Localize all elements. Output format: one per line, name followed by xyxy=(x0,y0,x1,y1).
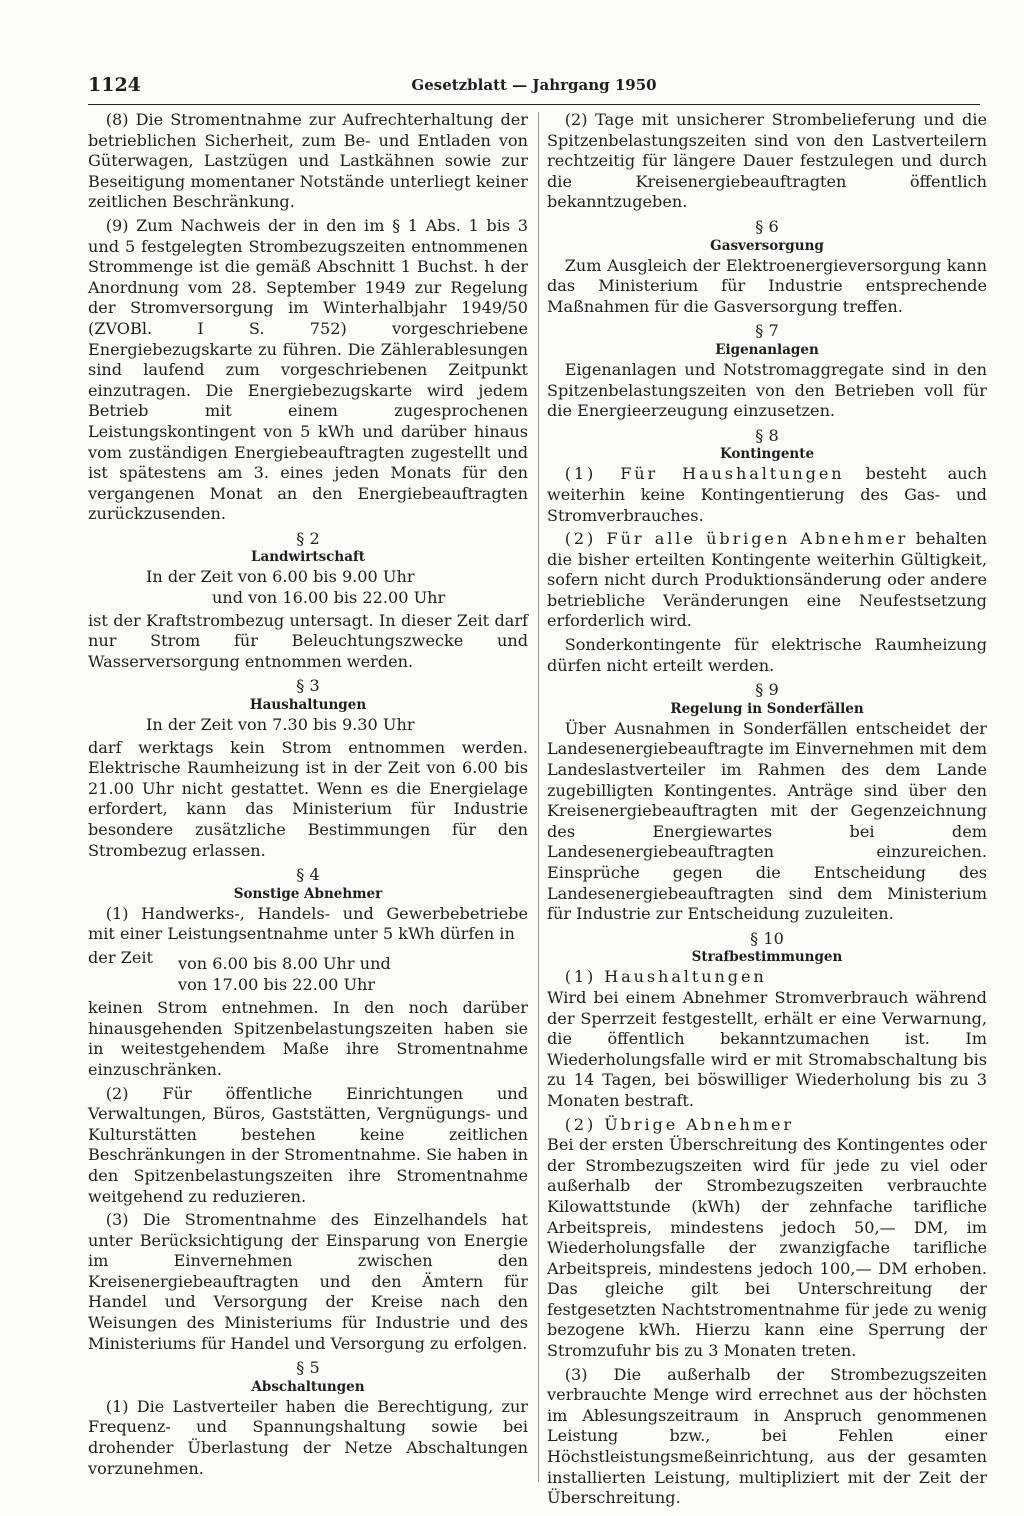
section-10-paragraph-1-label: (1) Haushaltungen xyxy=(564,967,767,987)
section-4-paragraph-1b: keinen Strom entnehmen. In den noch darüber hinausgehenden Spitzenbelastungszeiten haben sie in weitestgehendem Maße ihre Stromentnahme einzuschränken. xyxy=(88,998,528,1079)
section-10-paragraph-2-text: Bei der ersten Überschreitung des Kontingentes oder der Strombezugszeiten wird für jede zu viel oder außerhalb der Strombezugszeiten verbrauchte Kilowattstunde (kWh) der zehnfache tarifliche Arbeitspreis, mindestens jedoch 50,— DM, im Wiederholungsfalle der zwanzigfache tarifliche Arbeitspreis, mindestens jedoch 100,— DM erhoben. Das gleiche gilt bei Unterschreitung der festgesetzten Nachtstromentnahme für jede zu wenig bezogene kWh. Hierzu kann eine Sperrung der Stromzufuhr bis zu 3 Monaten treten. xyxy=(547,1135,987,1361)
section-10-paragraph-1-text: Wird bei einem Abnehmer Stromverbrauch während der Sperrzeit festgestellt, erhält er eine Verwarnung, die öffentlich bekanntzumachen ist. Im Wiederholungsfalle wird er mit Stromabschaltung bis zu 14 Tagen, bei böswilliger Wiederholung bis zu 3 Monaten bestraft. xyxy=(547,987,987,1110)
section-4-time-2: von 17.00 bis 22.00 Uhr xyxy=(178,974,376,994)
section-6-title: Gasversorgung xyxy=(710,237,824,254)
section-4-time-label: der Zeit xyxy=(88,947,153,967)
section-8-paragraph-3: Sonderkontingente für elektrische Raumheizung dürfen nicht erteilt werden. xyxy=(547,635,987,675)
section-10-paragraph-2-label: (2) Übrige Abnehmer xyxy=(564,1114,794,1134)
right-column xyxy=(547,110,987,1512)
section-2-time-1: In der Zeit von 6.00 bis 9.00 Uhr xyxy=(146,567,415,587)
section-4-number: § 4 xyxy=(296,865,320,885)
section-4-paragraph-3: (3) Die Stromentnahme des Einzelhandels hat unter Berücksichtigung der Einsparung von Energie im Einvernehmen zwischen den Kreisenergiebeauftragten und den Ämtern für Handel und Versorgung der Kreise nach den Weisungen des Ministeriums für Industrie und des Ministeriums für Handel und Versorgung zu erfolgen. xyxy=(88,1210,528,1353)
section-5-number: § 5 xyxy=(296,1358,320,1378)
section-3-text: darf werktags kein Strom entnommen werden. Elektrische Raumheizung ist in der Zeit von 6.00 bis 21.00 Uhr nicht gestattet. Wenn es die Energielage erfordert, kann das Ministerium für Industrie besondere zusätzliche Bestimmungen für den Strombezug erlassen. xyxy=(88,737,528,860)
left-column xyxy=(88,110,528,1482)
section-8-paragraph-2 xyxy=(547,529,987,632)
section-9-title: Regelung in Sonderfällen xyxy=(670,700,864,717)
section-3-number: § 3 xyxy=(296,676,320,696)
section-8-paragraph-1-text: besteht auch weiterhin keine Kontingentierung des Gas- und Stromverbrauches. xyxy=(547,464,987,525)
section-5-title: Abschaltungen xyxy=(251,1378,365,1395)
section-9-number: § 9 xyxy=(755,680,779,700)
section-5-paragraph-1: (1) Die Lastverteiler haben die Berechtigung, zur Frequenz- und Spannungshaltung sowie bei drohender Überlastung der Netze Abschaltungen vorzunehmen. xyxy=(88,1396,528,1478)
section-7-title: Eigenanlagen xyxy=(715,341,819,358)
section-10-title: Strafbestimmungen xyxy=(691,949,843,966)
section-7-number: § 7 xyxy=(755,321,779,341)
section-4-times xyxy=(88,948,528,995)
section-5-paragraph-2: (2) Tage mit unsicherer Strombelieferung und die Spitzenbelastungszeiten sind von den Lastverteilern rechtzeitig für längere Dauer festzulegen und durch die Kreisenergiebeauftragten öffentlich bekanntzugeben. xyxy=(547,110,987,212)
section-10-paragraph-3: (3) Die außerhalb der Strombezugszeiten verbrauchte Menge wird errechnet aus der höchsten im Ablesungszeitraum in Anspruch genommenen Leistung bzw., bei Fehlen einer Höchstleistungsmeßeinrichtung, aus der gesamten installierten Leistung, multipliziert mit der Zeit der Überschreitung. xyxy=(547,1364,987,1508)
page-number: 1124 xyxy=(88,74,141,96)
section-10-number: § 10 xyxy=(750,928,784,948)
section-8-paragraph-2-text: behalten die bisher erteilten Kontingente weiterhin Gültigkeit, sofern nicht durch Produktionsänderung oder andere betriebliche Veränderungen eine Neufestsetzung erforderlich wird. xyxy=(547,529,987,631)
section-4-time-1: von 6.00 bis 8.00 Uhr und xyxy=(178,953,391,973)
section-4-paragraph-2: (2) Für öffentliche Einrichtungen und Verwaltungen, Büros, Gaststätten, Vergnügungs- und Kulturstätten bestehen keine zeitlichen Beschränkungen in der Stromentnahme. Sie haben in den Spitzenbelastungszeiten ihre Stromentnahme weitgehend zu reduzieren. xyxy=(88,1083,528,1206)
section-4-title: Sonstige Abnehmer xyxy=(233,885,383,902)
running-title: Gesetzblatt — Jahrgang 1950 xyxy=(411,76,657,94)
section-6-text: Zum Ausgleich der Elektroenergieversorgung kann das Ministerium für Industrie entsprechende Maßnahmen für die Gasversorgung treffen. xyxy=(547,255,987,316)
section-6-number: § 6 xyxy=(755,216,779,236)
section-8-title: Kontingente xyxy=(719,446,815,463)
section-9-text: Über Ausnahmen in Sonderfällen entscheidet der Landesenergiebeauftragte im Einvernehmen mit dem Landeslastverteiler im Rahmen des dem Lande zugebilligten Kontingentes. Anträge sind über den Kreisenergiebeauftragten mit der Gegenzeichnung des Energiewartes bei dem Landesenergiebeauftragten einzureichen. Einsprüche gegen die Entscheidung des Landesenergiebeauftragten sind dem Ministerium für Industrie zur Entscheidung zuzuleiten. xyxy=(547,718,987,924)
section-4-paragraph-1: (1) Handwerks-, Handels- und Gewerbebetriebe mit einer Leistungsentnahme unter 5 kWh dürfen in xyxy=(88,903,528,944)
column-divider xyxy=(538,112,539,1482)
section-3-times xyxy=(88,715,528,736)
section-2-title: Landwirtschaft xyxy=(250,549,366,566)
paragraph-1-8: (8) Die Stromentnahme zur Aufrechterhaltung der betrieblichen Sicherheit, zum Be- und Entladen von Güterwagen, Lastzügen und Lastkähnen sowie zur Beseitigung momentaner Notstände unterliegt keiner zeitlichen Beschränkung. xyxy=(88,110,528,212)
section-2-times xyxy=(88,567,528,608)
section-2-number: § 2 xyxy=(296,528,320,548)
paragraph-1-9: (9) Zum Nachweis der in den im § 1 Abs. 1 bis 3 und 5 festgelegten Strombezugszeiten entnommenen Strommenge ist die gemäß Abschnitt 1 Buchst. h der Anordnung vom 28. September 1949 zur Regelung der Stromversorgung im Winterhalbjahr 1949/50 (ZVOBl. I S. 752) vorgeschriebene Energiebezugskarte zu führen. Die Zählerablesungen sind laufend zum vorgeschriebenen Zeitpunkt einzutragen. Die Energiebezugskarte wird jedem Betrieb mit einem zugesprochenen Leistungskontingent von 5 kWh und darüber hinaus vom zuständigen Energiebeauftragten zugestellt und ist spätestens am 3. eines jeden Monats für den vergangenen Monat an den Energiebeauftragten zurückzusenden. xyxy=(88,215,528,524)
section-8-paragraph-1-label: (1) Für Haushaltungen xyxy=(564,464,845,484)
section-3-time-1: In der Zeit von 7.30 bis 9.30 Uhr xyxy=(146,715,415,735)
page-header xyxy=(88,74,980,105)
section-2-time-2: und von 16.00 bis 22.00 Uhr xyxy=(212,588,446,608)
section-3-title: Haushaltungen xyxy=(249,697,367,714)
section-8-paragraph-2-label: (2) Für alle übrigen Abnehmer xyxy=(564,529,909,549)
section-8-paragraph-1 xyxy=(547,464,987,526)
section-2-text: ist der Kraftstrombezug untersagt. In dieser Zeit darf nur Strom für Beleuchtungszwecke und Wasserversorgung entnommen werden. xyxy=(88,610,528,671)
section-8-number: § 8 xyxy=(755,425,779,445)
section-7-text: Eigenanlagen und Notstromaggregate sind in den Spitzenbelastungszeiten von den Betrieben voll für die Energieerzeugung einzusetzen. xyxy=(547,359,987,421)
